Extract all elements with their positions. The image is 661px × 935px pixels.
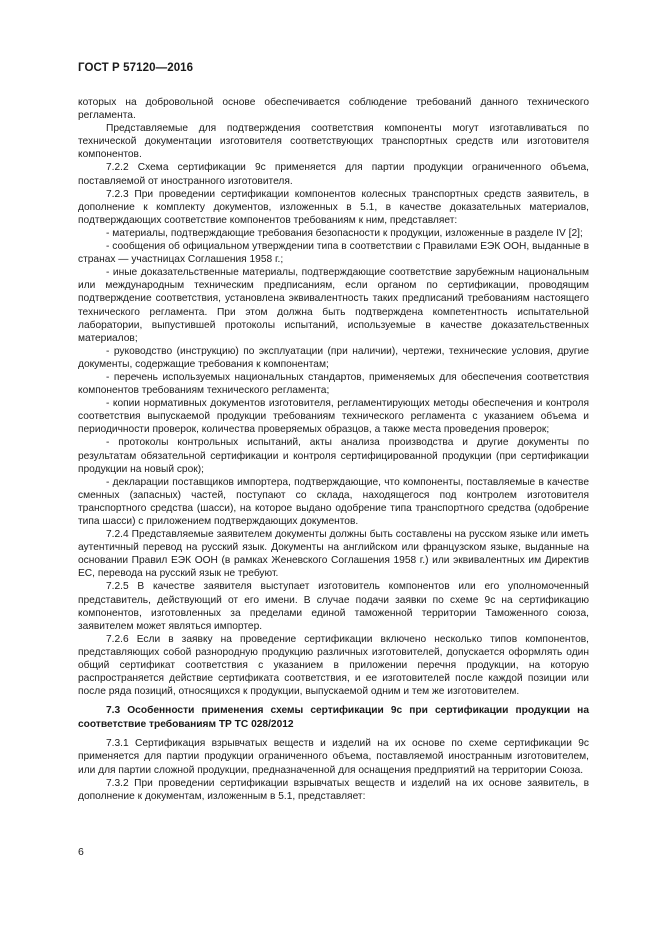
clause-7-2-5: 7.2.5 В качестве заявителя выступает изготовитель компонентов или его уполномоченный представитель, действующий от его имени. В случае подачи заявки по схеме 9с на сертификацию компонентов, изготовленных за пределами единой таможенной территории Таможенного союза, заявителем может являться импортер. — [78, 581, 589, 632]
paragraph: Представляемые для подтверждения соответствия компоненты могут изготавливаться по технической документации изготовителя соответствующих транспортных средств или изготовителя компонентов. — [78, 123, 589, 161]
clause-7-3-1: 7.3.1 Сертификация взрывчатых веществ и изделий на их основе по схеме сертификации 9с применяется для партии продукции ограниченного объема, поставляемой иностранным изготовителем, или для партии сложной продукции, предназначенной для оснащения предприятий на территории Союза. — [78, 738, 589, 776]
page-number: 6 — [78, 846, 84, 858]
document-body — [78, 96, 589, 803]
clause-7-2-3: 7.2.3 При проведении сертификации компонентов колесных транспортных средств заявитель, в дополнение к комплекту документов, изложенных в 5.1, в качестве доказательных материалов, подтверждающих соответствие компонентов требованиям к ним, представляет: — [78, 188, 589, 226]
list-item: - иные доказательственные материалы, подтверждающие соответствие зарубежным национальным или международным техническим предписаниям, если органом по сертификации, проводящим подтверждение соответствия, установлена эквивалентность таких предписаний требованиям настоящего технического регламента. При этом должна быть подтверждена компетентность испытательной лаборатории, выпустившей протоколы испытаний, используемые в качестве доказательственных материалов; — [78, 267, 589, 344]
section-heading: 7.3 Особенности применения схемы сертификации 9с при сертификации продукции на соответствие требованиям ТР ТС 028/2012 — [78, 705, 589, 730]
list-item: - руководство (инструкцию) по эксплуатации (при наличии), чертежи, технические условия, другие документы, содержащие требования к компонентам; — [78, 345, 589, 370]
clause-7-3-2: 7.3.2 При проведении сертификации взрывчатых веществ и изделий на их основе заявитель, в дополнение к документам, изложенным в 5.1, представляет: — [78, 777, 589, 802]
list-item: - перечень используемых национальных стандартов, применяемых для обеспечения соответствия компонентов требованиям технического регламента; — [78, 371, 589, 397]
list-item: - декларации поставщиков импортера, подтверждающие, что компоненты, поставляемые в качестве сменных (запасных) частей, поступают со склада, находящегося под контролем изготовителя транспортного средства (шасси), на которое выдано одобрение типа транспортного средства (одобрение типа шасси) с приложением подтверждающих документов. — [78, 476, 589, 527]
list-item: - копии нормативных документов изготовителя, регламентирующих методы обеспечения и контроля соответствия выпускаемой продукции требованиям технического регламента с указанием объема и периодичности проверок, количества проверяемых образцов, а также места проведения проверок; — [78, 398, 589, 436]
clause-7-2-6: 7.2.6 Если в заявку на проведение сертификации включено несколько типов компонентов, представляющих собой разнородную продукцию различных изготовителей, допускается оформлять один общий сертификат соответствия с указанием в приложении перечня продукции, на которую распространяется действие сертификата соответствия, и ее изготовителей после каждой позиции или после ряда позиций, относящихся к продукции, выпускаемой одним и тем же изготовителем. — [78, 633, 589, 698]
list-item: - материалы, подтверждающие требования безопасности к продукции, изложенные в разделе IV [2]; — [106, 227, 583, 239]
clause-7-2-2: 7.2.2 Схема сертификации 9с применяется для партии продукции ограниченного объема, поставляемой от иностранного изготовителя. — [78, 162, 589, 187]
list-item: - сообщения об официальном утверждении типа в соответствии с Правилами ЕЭК ООН, выданные в странах — участницах Соглашения 1958 г.; — [78, 241, 589, 266]
list-item: - протоколы контрольных испытаний, акты анализа производства и другие документы по результатам обязательной сертификации и контроля сертифицированной продукции (при сертификации продукции на новый срок); — [78, 437, 589, 475]
clause-7-2-4: 7.2.4 Представляемые заявителем документы должны быть составлены на русском языке или иметь аутентичный перевод на русский язык. Документы на английском или французском языке, выданные на основании Правил ЕЭК ООН (в рамках Женевского Соглашения 1958 г.) или эквивалентных им Директив ЕС, перевода на русский язык не требуют. — [78, 529, 589, 580]
document-header: ГОСТ Р 57120—2016 — [78, 62, 194, 74]
paragraph: которых на добровольной основе обеспечивается соблюдение требований данного технического регламента. — [78, 97, 589, 122]
